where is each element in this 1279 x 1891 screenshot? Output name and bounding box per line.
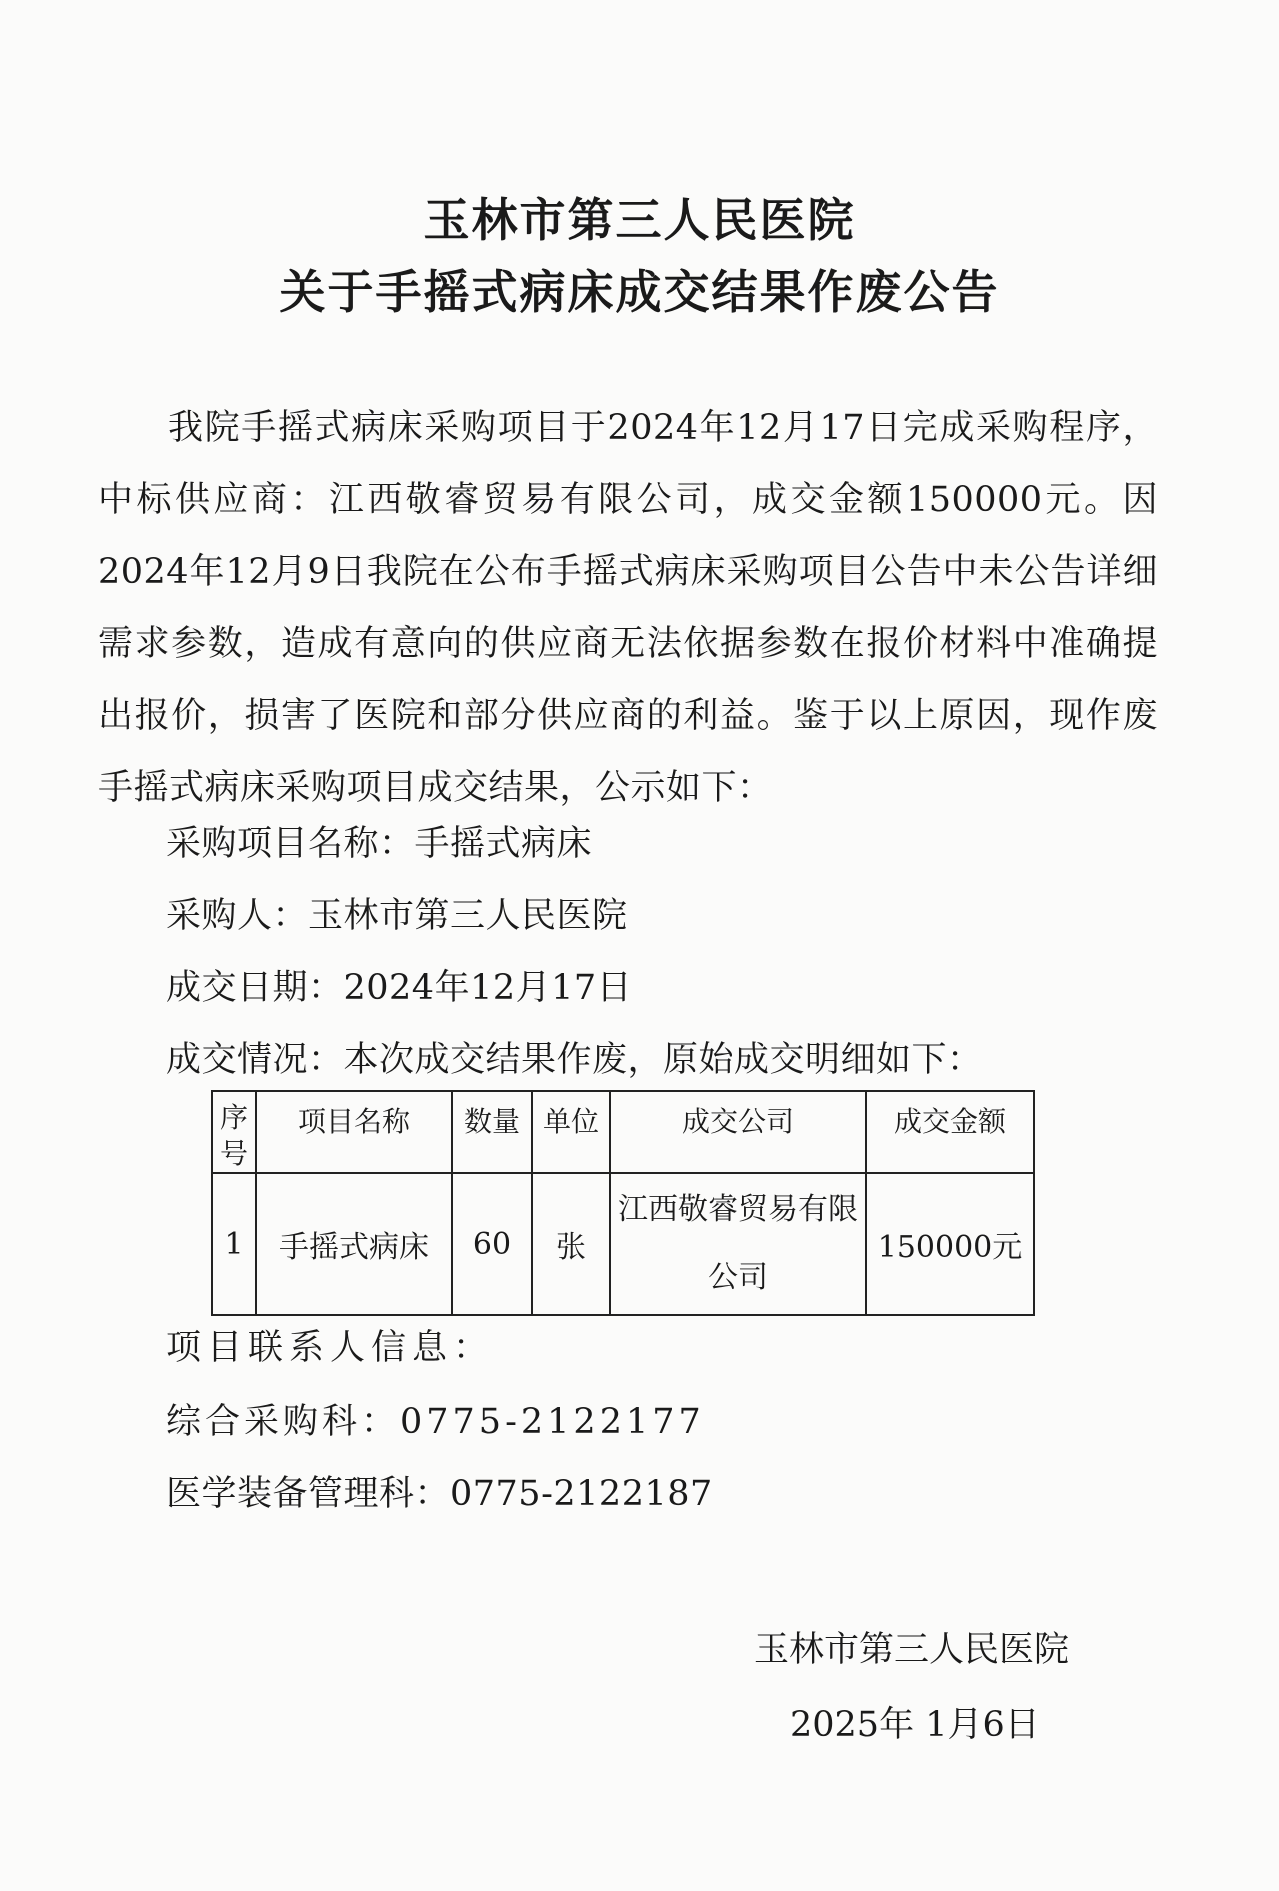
deal-details-table xyxy=(211,1090,1035,1316)
cell-unit: 张 xyxy=(532,1173,610,1315)
cell-seq: 1 xyxy=(212,1173,256,1315)
deal-status-line: 成交情况：本次成交结果作废，原始成交明细如下： xyxy=(166,1040,983,1080)
cell-company xyxy=(610,1173,866,1315)
cell-qty: 60 xyxy=(452,1173,532,1315)
header-amount: 成交金额 xyxy=(866,1091,1034,1173)
header-unit: 单位 xyxy=(532,1091,610,1173)
project-name-line: 采购项目名称：手摇式病床 xyxy=(166,824,593,864)
header-company: 成交公司 xyxy=(610,1091,866,1173)
buyer-line: 采购人：玉林市第三人民医院 xyxy=(166,896,628,936)
document-title-line1: 玉林市第三人民医院 xyxy=(423,193,856,247)
signature-org: 玉林市第三人民医院 xyxy=(754,1630,1070,1670)
table-row xyxy=(212,1173,1034,1315)
cell-amount: 150000元 xyxy=(866,1173,1034,1315)
equipment-dept-phone: 医学装备管理科：0775-2122187 xyxy=(166,1474,713,1514)
cell-company-line1: 江西敬睿贸易有限 xyxy=(618,1192,858,1227)
deal-date-line: 成交日期：2024年12月17日 xyxy=(166,968,633,1008)
header-seq-char-1: 序 xyxy=(219,1101,248,1134)
header-seq xyxy=(212,1091,256,1173)
table-header-row xyxy=(212,1091,1034,1173)
cell-company-line2: 公司 xyxy=(708,1260,768,1295)
cell-item: 手摇式病床 xyxy=(256,1173,452,1315)
header-item: 项目名称 xyxy=(256,1091,452,1173)
document-title-line2: 关于手摇式病床成交结果作废公告 xyxy=(279,265,1000,319)
body-paragraph: 我院手摇式病床采购项目于2024年12月17日完成采购程序，中标供应商：江西敬睿贸易有限公司，成交金额150000元。因2024年12月9日我院在公布手摇式病床采购项目公告中未公告详细需求参数，造成有意向的供应商无法依据参数在报价材料中准确提出报价，损害了医院和部分供应商的利益。鉴于以上原因，现作废手摇式病床采购项目成交结果，公示如下： xyxy=(98,408,1158,808)
contacts-title: 项目联系人信息： xyxy=(166,1328,495,1368)
header-qty: 数量 xyxy=(452,1091,532,1173)
header-seq-char-2: 号 xyxy=(219,1137,248,1170)
signature-date: 2025年 1月6日 xyxy=(790,1705,1040,1745)
purchase-dept-phone: 综合采购科：0775-2122177 xyxy=(166,1402,705,1442)
